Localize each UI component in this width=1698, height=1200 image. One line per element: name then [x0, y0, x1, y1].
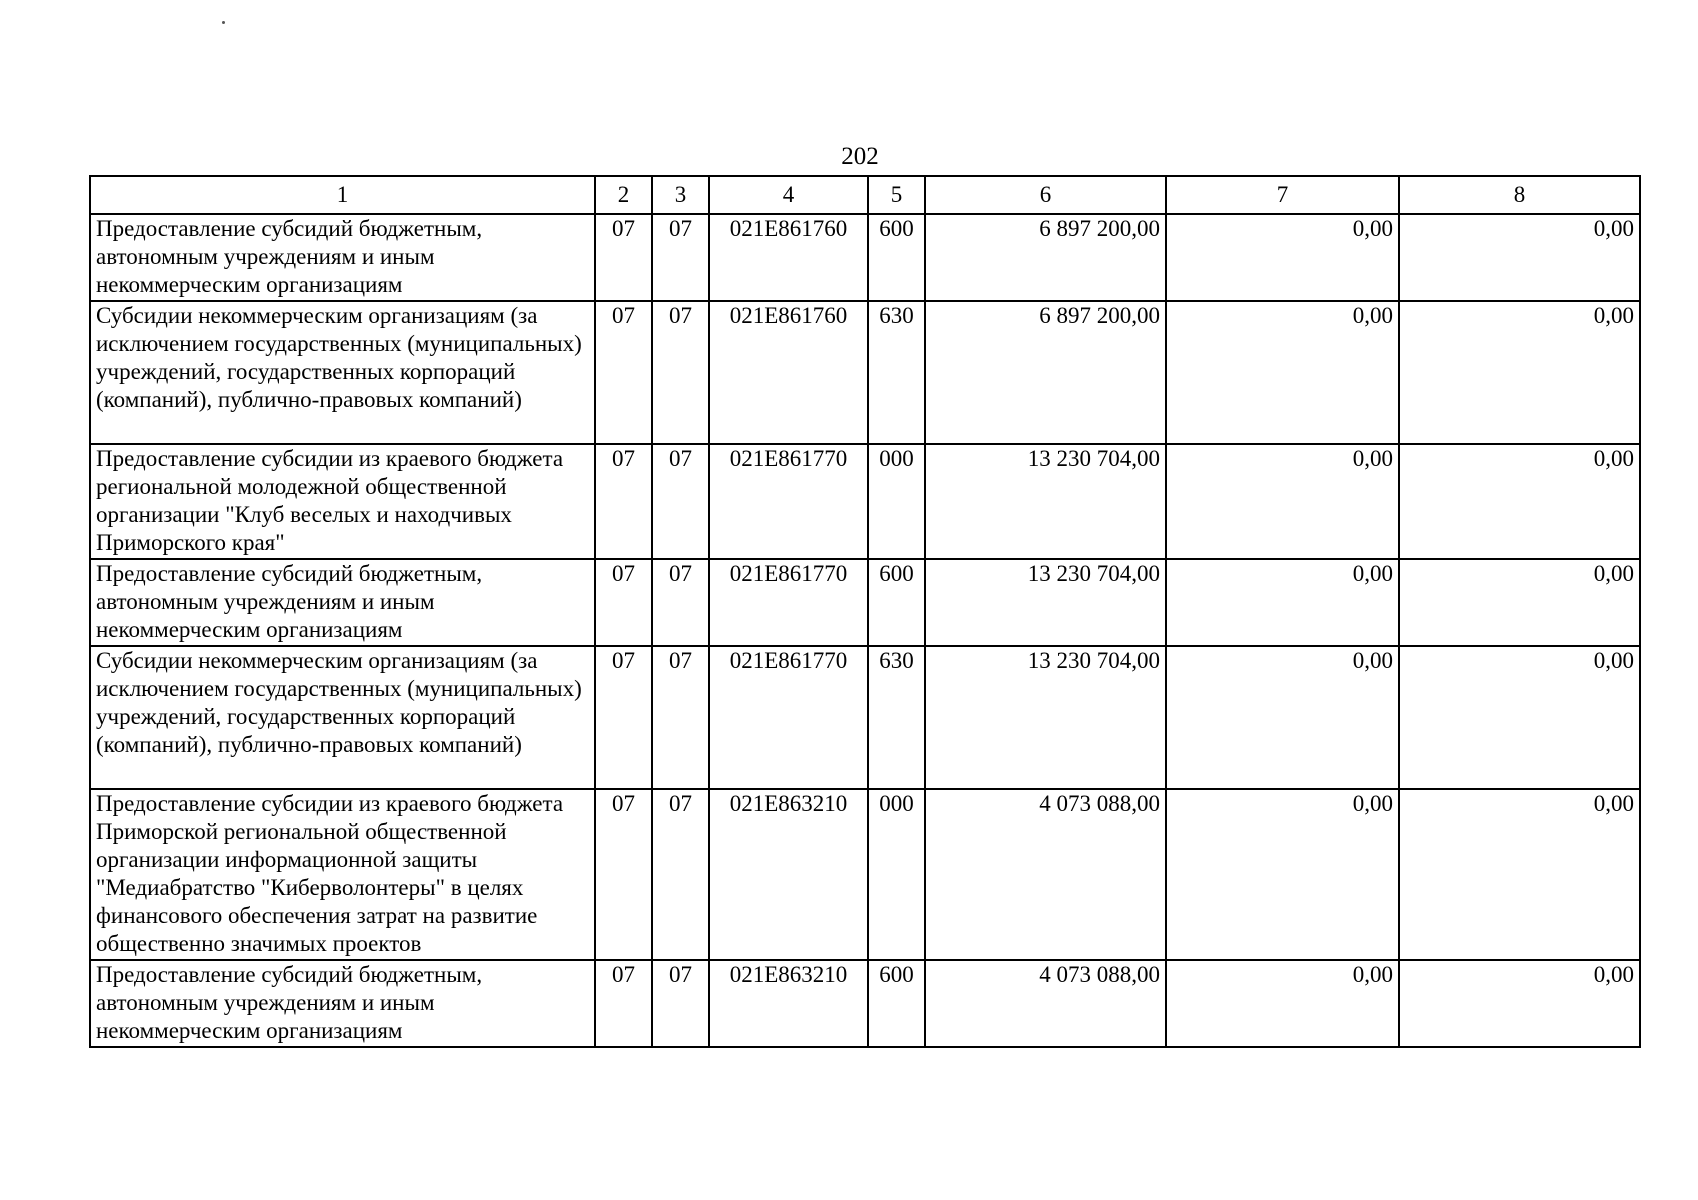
row-name: Субсидии некоммерческим организациям (за исключением государственных (муниципальных) учреждений, государственных корпораций (компаний), публично-правовых компаний): [90, 301, 595, 444]
row-csr: 021Е861770: [709, 444, 868, 559]
table-row: [90, 646, 1640, 789]
row-name: Предоставление субсидий бюджетным, автономным учреждениям и иным некоммерческим организациям: [90, 559, 595, 646]
row-razdel: 07: [595, 646, 652, 789]
budget-table: [89, 175, 1641, 1048]
header-col-6: 6: [925, 176, 1166, 214]
table-row: [90, 559, 1640, 646]
row-col8: 0,00: [1399, 646, 1640, 789]
scan-speck: [222, 21, 225, 24]
row-podrazdel: 07: [652, 789, 709, 960]
row-col7: 0,00: [1166, 960, 1399, 1047]
row-col6: 4 073 088,00: [925, 789, 1166, 960]
row-csr: 021Е861760: [709, 214, 868, 301]
row-name: Предоставление субсидии из краевого бюджета региональной молодежной общественной организации "Клуб веселых и находчивых Приморского края": [90, 444, 595, 559]
row-razdel: 07: [595, 960, 652, 1047]
row-podrazdel: 07: [652, 444, 709, 559]
row-vr: 000: [868, 789, 925, 960]
row-name: Предоставление субсидий бюджетным, автономным учреждениям и иным некоммерческим организациям: [90, 214, 595, 301]
row-razdel: 07: [595, 559, 652, 646]
row-podrazdel: 07: [652, 301, 709, 444]
header-col-7: 7: [1166, 176, 1399, 214]
row-vr: 600: [868, 559, 925, 646]
row-vr: 600: [868, 214, 925, 301]
row-col6: 6 897 200,00: [925, 301, 1166, 444]
table-row: [90, 789, 1640, 960]
header-col-4: 4: [709, 176, 868, 214]
row-col7: 0,00: [1166, 646, 1399, 789]
row-razdel: 07: [595, 444, 652, 559]
row-col7: 0,00: [1166, 444, 1399, 559]
row-razdel: 07: [595, 214, 652, 301]
row-col6: 13 230 704,00: [925, 646, 1166, 789]
row-col8: 0,00: [1399, 960, 1640, 1047]
row-col6: 4 073 088,00: [925, 960, 1166, 1047]
row-razdel: 07: [595, 301, 652, 444]
table-row: [90, 214, 1640, 301]
row-col7: 0,00: [1166, 214, 1399, 301]
row-vr: 600: [868, 960, 925, 1047]
row-col8: 0,00: [1399, 214, 1640, 301]
page-number: 202: [841, 143, 879, 170]
row-podrazdel: 07: [652, 214, 709, 301]
row-col7: 0,00: [1166, 559, 1399, 646]
row-name: Предоставление субсидий бюджетным, автономным учреждениям и иным некоммерческим организациям: [90, 960, 595, 1047]
row-col8: 0,00: [1399, 301, 1640, 444]
row-name: Субсидии некоммерческим организациям (за исключением государственных (муниципальных) учреждений, государственных корпораций (компаний), публично-правовых компаний): [90, 646, 595, 789]
row-vr: 630: [868, 301, 925, 444]
table-row: [90, 444, 1640, 559]
row-col6: 6 897 200,00: [925, 214, 1166, 301]
table-row: [90, 960, 1640, 1047]
row-col8: 0,00: [1399, 444, 1640, 559]
row-csr: 021Е861770: [709, 646, 868, 789]
row-csr: 021Е861770: [709, 559, 868, 646]
row-podrazdel: 07: [652, 646, 709, 789]
header-col-2: 2: [595, 176, 652, 214]
row-col6: 13 230 704,00: [925, 559, 1166, 646]
row-csr: 021Е863210: [709, 960, 868, 1047]
row-col8: 0,00: [1399, 559, 1640, 646]
row-csr: 021Е861760: [709, 301, 868, 444]
row-col7: 0,00: [1166, 301, 1399, 444]
row-csr: 021Е863210: [709, 789, 868, 960]
row-razdel: 07: [595, 789, 652, 960]
header-row: [90, 176, 1640, 214]
row-podrazdel: 07: [652, 960, 709, 1047]
row-vr: 000: [868, 444, 925, 559]
row-name: Предоставление субсидии из краевого бюджета Приморской региональной общественной организации информационной защиты "Медиабратство "Киберволонтеры" в целях финансового обеспечения затрат на развитие общественно значимых проектов: [90, 789, 595, 960]
header-col-3: 3: [652, 176, 709, 214]
row-col7: 0,00: [1166, 789, 1399, 960]
row-col8: 0,00: [1399, 789, 1640, 960]
row-vr: 630: [868, 646, 925, 789]
row-col6: 13 230 704,00: [925, 444, 1166, 559]
row-podrazdel: 07: [652, 559, 709, 646]
header-col-1: 1: [90, 176, 595, 214]
header-col-8: 8: [1399, 176, 1640, 214]
table-row: [90, 301, 1640, 444]
header-col-5: 5: [868, 176, 925, 214]
